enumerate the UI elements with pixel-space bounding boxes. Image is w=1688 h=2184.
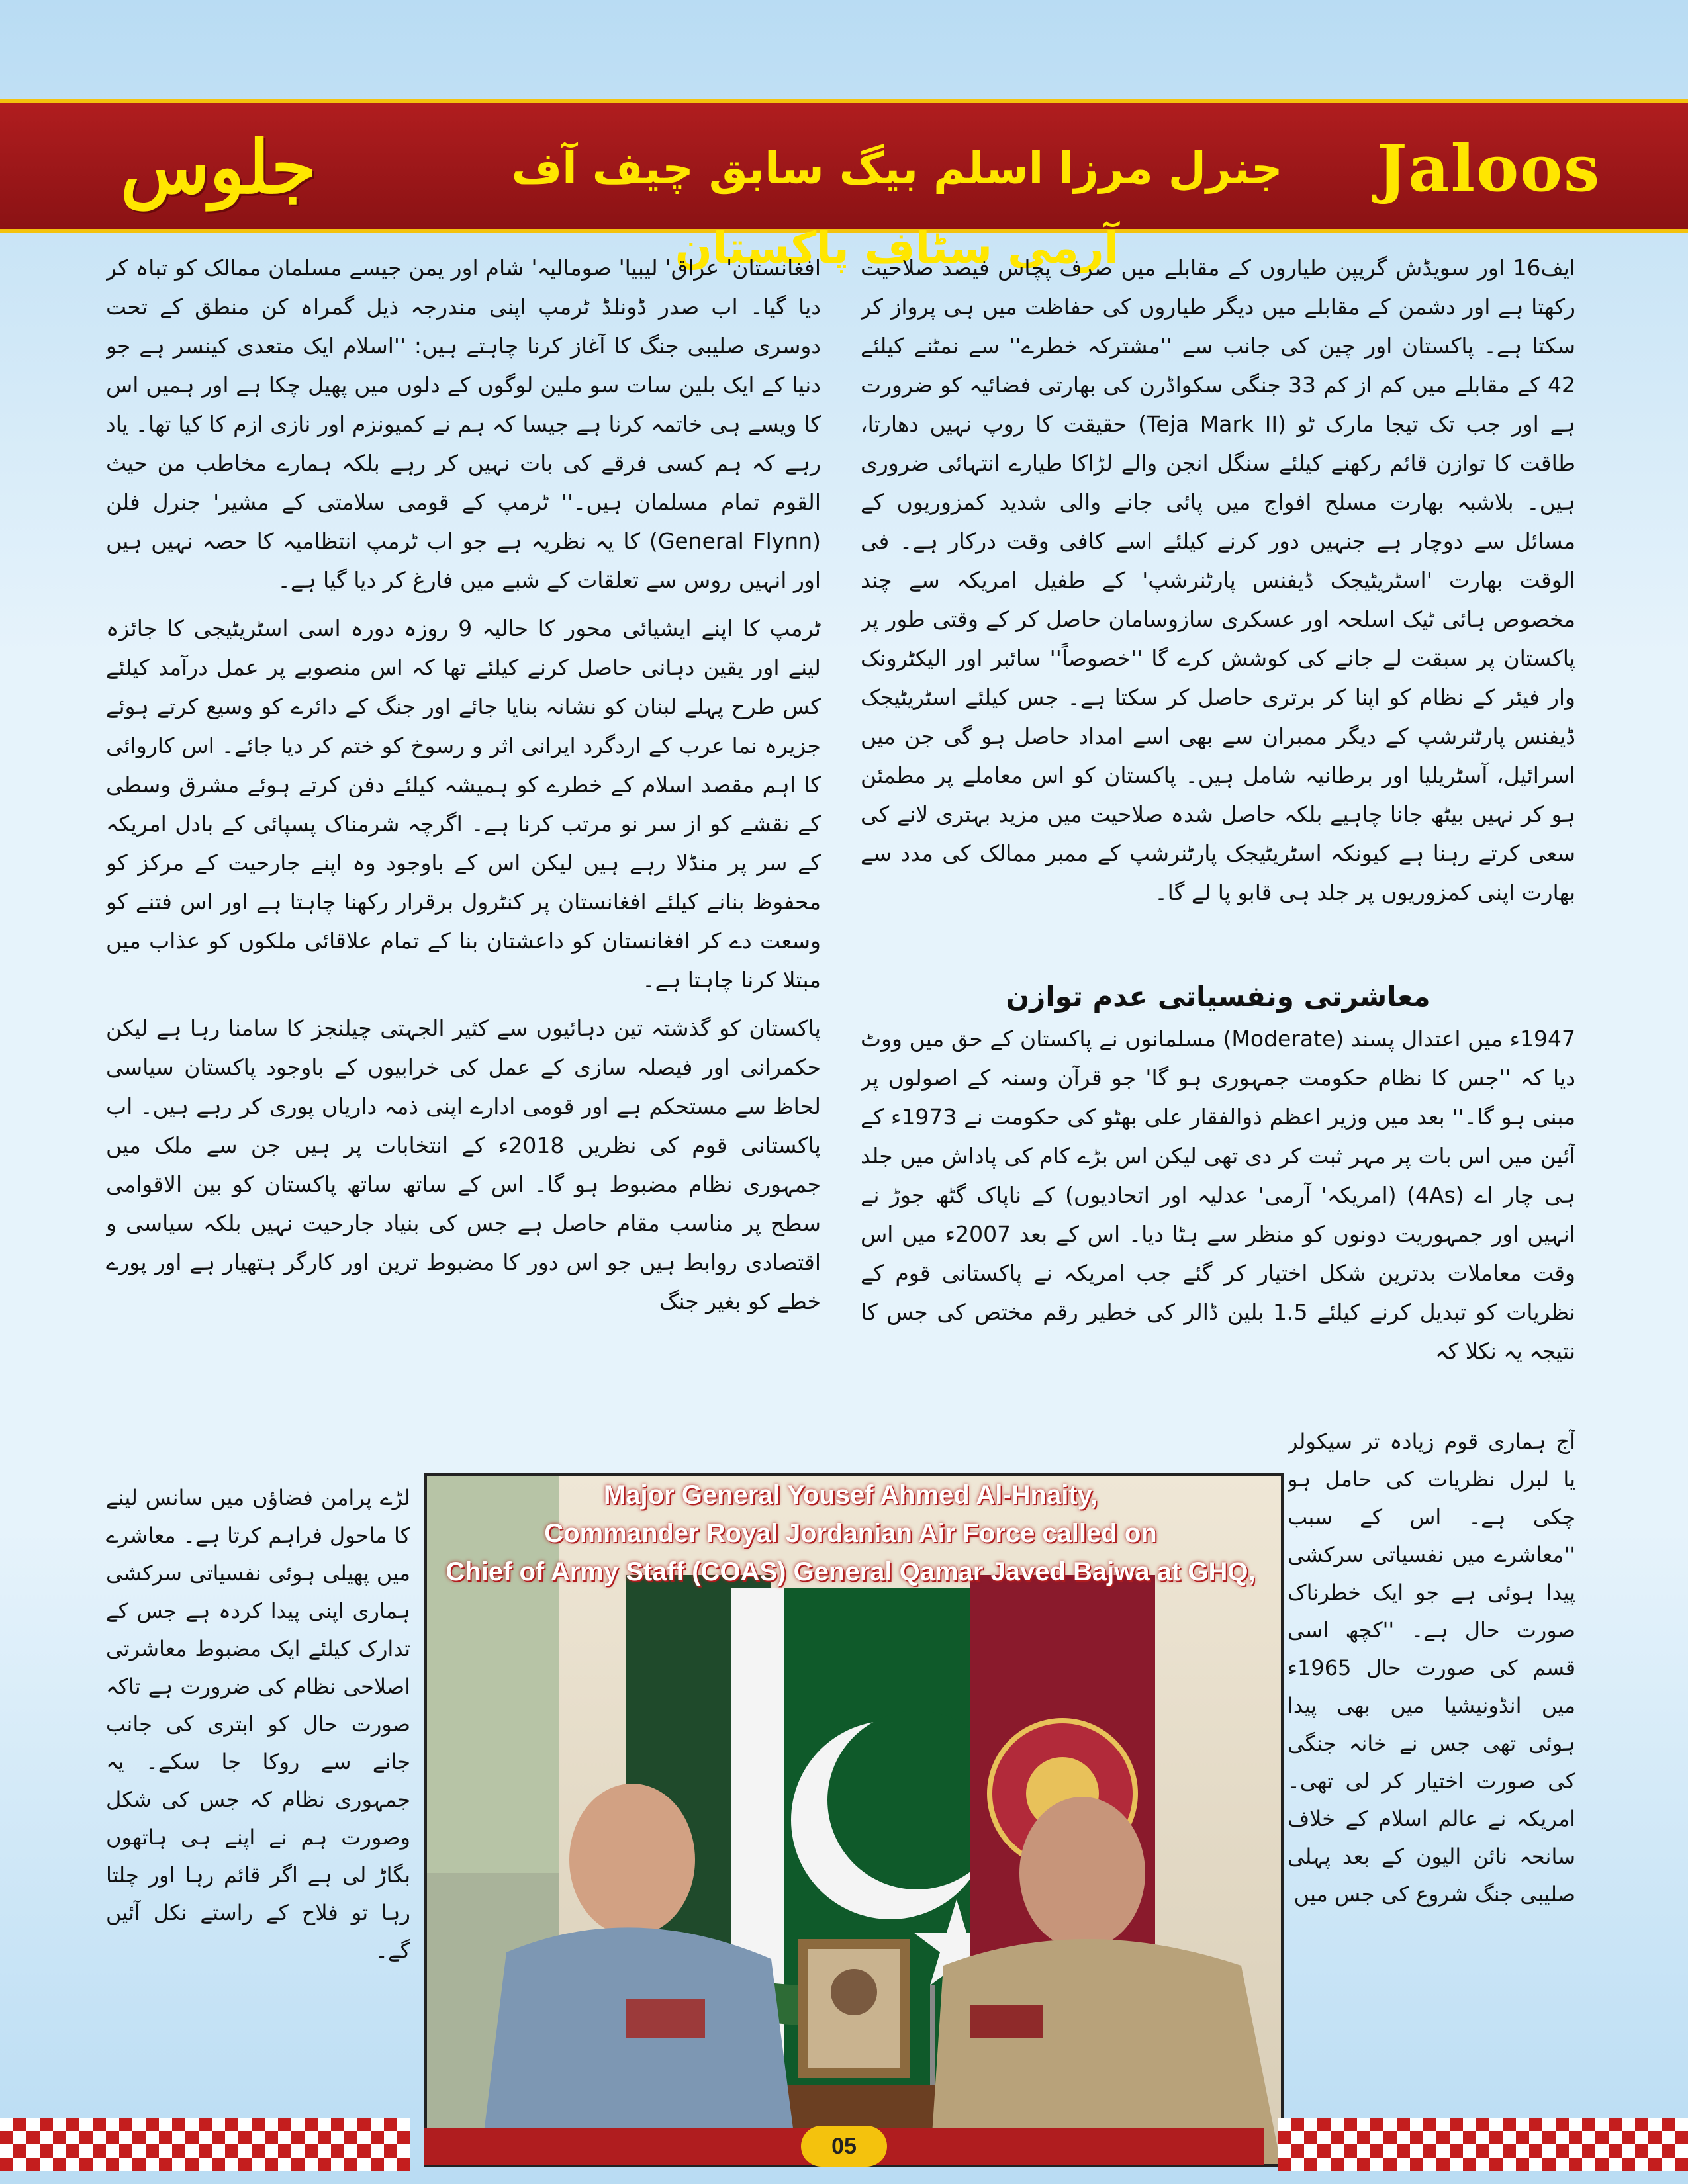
footer-checker-right [1278, 2118, 1688, 2171]
paragraph: ایف16 اور سویڈش گریپن طیاروں کے مقابلے میں صرف پچاس فیصد صلاحیت رکھتا ہے اور دشمن کے مقابلے میں دیگر طیاروں کی حفاظت میں ہی پرواز کر سکتا ہے۔ پاکستان اور چین کی جانب سے ''مشترکہ خطرے'' سے نمٹنے کیلئے 42 کے مقابلے میں کم از کم 33 جنگی سکواڈرن کی بھارتی فضائیہ کو ضرورت ہے اور جب تک تیجا مارک ٹو (Teja Mark II) حقیقت کا روپ نہیں دھارتا، طاقت کا توازن قائم رکھنے کیلئے سنگل انجن والے لڑاکا طیارے انتہائی ضروری ہیں۔ بلاشبہ بھارت مسلح افواج میں پائی جانے والی شدید کمزوریوں کے مسائل سے دوچار ہے جنہیں دور کرنے کیلئے اسے کافی وقت درکار ہے۔ فی الوقت بھارت 'اسٹریٹیجک ڈیفنس پارٹنرشپ' کے طفیل امریکہ سے چند مخصوص ہائی ٹیک اسلحہ اور عسکری سازوسامان حاصل کر کے وقتی طور پر پاکستان پر سبقت لے جانے کی کوشش کرے گا ''خصوصاً'' سائبر اور الیکٹرونک وار فیئر کے نظام کو اپنا کر برتری حاصل کر سکتا ہے۔ جس کیلئے اسٹریٹیجک ڈیفنس پارٹنرشپ کے دیگر ممبران سے بھی اسے امداد حاصل ہو گی جن میں اسرائیل، آسٹریلیا اور برطانیہ شامل ہیں۔ پاکستان کو اس معاملے پر مطمئن ہو کر نہیں بیٹھ جانا چاہیے بلکہ حاصل شدہ صلاحیت میں مزید بہتری لانے کی سعی کرتے رہنا ہے کیونکہ اسٹریٹیجک پارٹنرشپ کے ممبر ممالک کی مدد سے بھارت اپنی کمزوریوں پر جلد ہی قابو پا لے گا۔ [861, 255, 1575, 905]
article-column-left [106, 248, 821, 1473]
section-subheading: معاشرتی ونفسیاتی عدم توازن [1006, 980, 1430, 1013]
paragraph: افغانستان' عراق' لیبیا' صومالیہ' شام اور یمن جیسے مسلمان ممالک کو تباہ کر دیا گیا۔ اب صدر ڈونلڈ ٹرمپ اپنی مندرجہ ذیل گمراہ کن منطق کے تحت دوسری صلیبی جنگ کا آغاز کرنا چاہتے ہیں: ''اسلام ایک متعدی کینسر ہے جو دنیا کے ایک بلین سات سو ملین لوگوں کے دلوں میں پھیل چکا ہے اور ہمیں اس کا ویسے ہی خاتمہ کرنا ہے جیسا کہ ہم نے کمیونزم اور نازی ازم کا کیا تھا۔ یاد رہے کہ ہم کسی فرقے کی بات نہیں کر رہے بلکہ ہمارے مخاطب من حیث القوم تمام مسلمان ہیں۔'' ٹرمپ کے قومی سلامتی کے مشیر' جنرل فلن (General Flynn) کا یہ نظریہ ہے جو اب ٹرمپ انتظامیہ کا حصہ نہیں ہیں اور انہیں روس سے تعلقات کے شبے میں فارغ کر دیا گیا ہے۔ [106, 255, 821, 593]
caption-line: Major General Yousef Ahmed Al-Hnaity, [603, 1480, 1098, 1510]
article-column-right [861, 248, 1575, 976]
paragraph: ٹرمپ کا اپنے ایشیائی محور کا حالیہ 9 روزہ دورہ اسی اسٹریٹیجی کا جائزہ لینے اور یقین دہانی حاصل کرنے کیلئے تھا کہ اس منصوبے پر عمل درآمد کیلئے کس طرح پہلے لبنان کو نشانہ بنایا جائے اور جنگ کے دائرے کو وسیع کرتے ہوئے جزیرہ نما عرب کے اردگرد ایرانی اثر و رسوخ کو ختم کر دیا جائے۔ اس کاروائی کا اہم مقصد اسلام کے خطرے کو ہمیشہ کیلئے دفن کرتے ہوئے مشرق وسطی کے نقشے کو از سر نو مرتب کرنا ہے۔ اگرچہ شرمناک پسپائی کے بادل امریکہ کے سر پر منڈلا رہے ہیں لیکن اس کے باوجود وہ اپنے جارحیت کے مرکز کو محفوظ بنانے کیلئے افغانستان پر کنٹرول برقرار رکھنا چاہتا ہے اور اس فتنے کو وسعت دے کر افغانستان کو داعشتان بنا کے تمام علاقائی ملکوں کو عذاب میں مبتلا کرنا چاہتا ہے۔ [106, 615, 821, 993]
article-column-narrow-left: لڑے پرامن فضاؤں میں سانس لینے کا ماحول فراہم کرتا ہے۔ معاشرے میں پھیلی ہوئی نفسیاتی سرکشی ہماری اپنی پیدا کردہ ہے جس کے تدارک کیلئے ایک مضبوط معاشرتی اصلاحی نظام کی ضرورت ہے تاکہ صورت حال کو ابتری کی جانب جانے سے روکا جا سکے۔ یہ جمہوری نظام کہ جس کی شکل وصورت ہم نے اپنے ہی ہاتھوں بگاڑ لی ہے اگر قائم رہا اور چلتا رہا تو فلاح کے راستے نکل آئیں گے۔ [106, 1485, 410, 1963]
article-column-narrow-right: آج ہماری قوم زیادہ تر سیکولر یا لبرل نظریات کی حامل ہو چکی ہے۔ اس کے سبب ''معاشرے میں نفسیاتی سرکشی پیدا ہوئی ہے جو ایک خطرناک صورت حال ہے۔ ''کچھ اسی قسم کی صورت حال 1965ء میں انڈونیشیا میں بھی پیدا ہوئی تھی جس نے خانہ جنگی کی صورت اختیار کر لی تھی۔ امریکہ نے عالم اسلام کے خلاف سانحہ نائن الیون کے بعد پہلی صلیبی جنگ شروع کی جس میں [1288, 1429, 1575, 1907]
article-column-right-lower [861, 1019, 1575, 1416]
magazine-logo-english: Jaloos [1377, 131, 1601, 206]
article-headline: جنرل مرزا اسلم بیگ سابق چیف آف آرمی سٹاف پاکستان [511, 143, 1283, 273]
caption-line: Chief of Army Staff (COAS) General Qamar Javed Bajwa at GHQ, [445, 1557, 1256, 1586]
footer-checker-left [0, 2118, 410, 2171]
paragraph: پاکستان کو گذشتہ تین دہائیوں سے کثیر الجہتی چیلنجز کا سامنا رہا ہے لیکن حکمرانی اور فیصلہ سازی کے عمل کی خرابیوں کے باوجود پاکستان سیاسی لحاظ سے مستحکم ہے اور قومی ادارے اپنی ذمہ داریاں پوری کر رہے ہیں۔ اب پاکستانی قوم کی نظریں 2018ء کے انتخابات پر ہیں جن سے ملک میں جمہوری نظام مضبوط ہو گا۔ اس کے ساتھ ساتھ پاکستان کو بین الاقوامی سطح پر مناسب مقام حاصل ہے جس کی بنیاد جارحیت نہیں بلکہ سیاسی و اقتصادی روابط ہیں جو اس دور کا مضبوط ترین اور کارگر ہتھیار ہے اور پورے خطے کو بغیر جنگ [106, 1015, 821, 1314]
photo-caption [430, 1476, 1271, 1608]
caption-line: Commander Royal Jordanian Air Force called on [544, 1519, 1157, 1548]
magazine-logo-urdu: جلوس [120, 124, 316, 210]
page-number: 05 [801, 2126, 887, 2167]
paragraph: 1947ء میں اعتدال پسند (Moderate) مسلمانوں نے پاکستان کے حق میں ووٹ دیا کہ ''جس کا نظام حکومت جمہوری ہو گا' جو قرآن وسنہ کے اصولوں پر مبنی ہو گا۔'' بعد میں وزیر اعظم ذوالفقار علی بھٹو کی حکومت نے 1973ء کے آئین میں اس بات پر مہر ثبت کر دی تھی لیکن اس بڑے کام کی پاداش میں جلد ہی چار اے (4As) (امریکہ' آرمی' عدلیہ اور اتحادیوں) کے ناپاک گٹھ جوڑ نے انہیں اور جمہوریت دونوں کو منظر سے ہٹا دیا۔ اس کے بعد 2007ء میں اس وقت معاملات بدترین شکل اختیار کر گئے جب امریکہ نے پاکستانی قوم کے نظریات کو تبدیل کرنے کیلئے 1.5 بلین ڈالر کی خطیر رقم مختص کی جس کا نتیجہ یہ نکلا کہ [861, 1026, 1575, 1364]
